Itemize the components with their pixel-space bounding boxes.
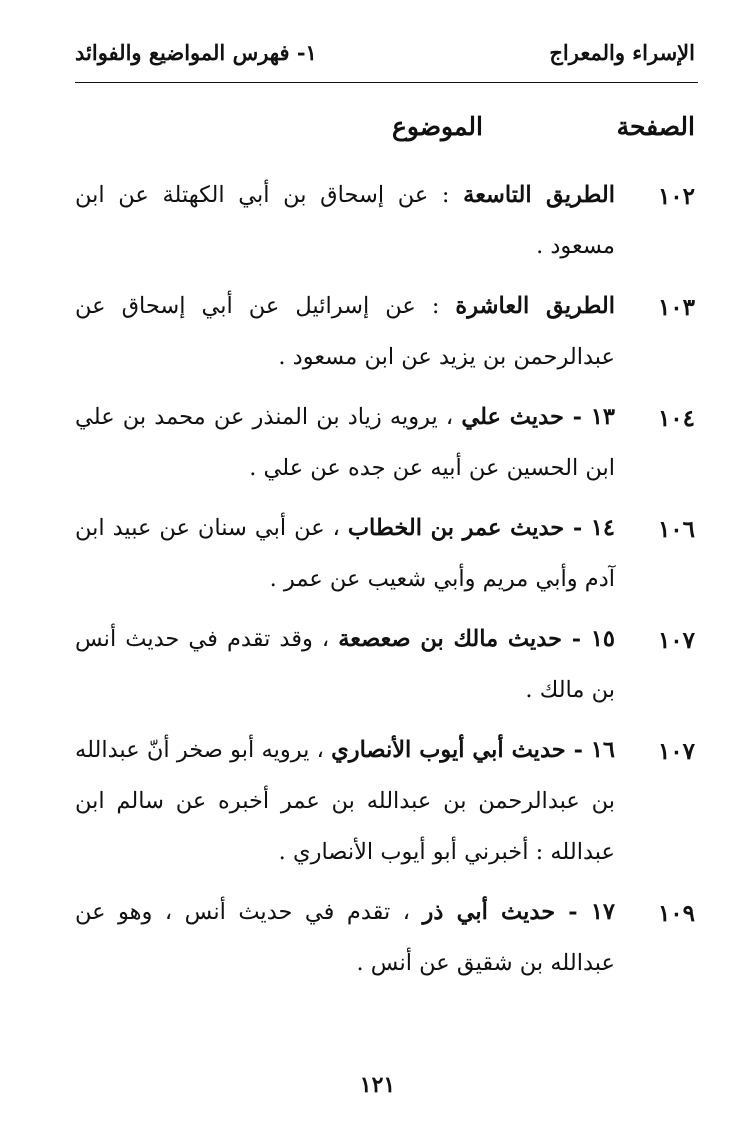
index-entry: [75, 614, 695, 716]
entry-page-number: ١٠٤: [657, 405, 695, 432]
entry-description: ، وقد تقدم في حديث أنس بن مالك .: [75, 626, 615, 703]
entry-lead: ١٦ - حديث أبي أيوب الأنصاري: [331, 737, 615, 763]
entry-text: [75, 503, 615, 605]
entry-lead: ١٤ - حديث عمر بن الخطاب: [347, 515, 615, 541]
entry-description: ، عن أبي سنان عن عبيد ابن آدم وأبي مريم وأبي شعيب عن عمر .: [75, 515, 615, 592]
index-entry: [75, 887, 695, 989]
book-title: الإسراء والمعراج: [549, 40, 695, 65]
entry-description: ، يرويه أبو صخر أنّ عبدالله بن عبدالرحمن بن عبدالله بن عمر أخبره عن سالم ابن عبدالله : أخبرني أبو أيوب الأنصاري .: [75, 737, 615, 865]
entry-page-number: ١٠٧: [657, 738, 695, 765]
index-entry: [75, 281, 695, 383]
entry-lead: الطريق العاشرة: [455, 293, 615, 319]
entry-description: ، تقدم في حديث أنس ، وهو عن عبدالله بن شقيق عن أنس .: [75, 899, 615, 976]
column-headers: [75, 112, 695, 156]
header-rule: [75, 82, 698, 83]
entry-description: : عن إسحاق بن أبي الكهتلة عن ابن مسعود .: [75, 182, 615, 259]
entry-text: [75, 170, 615, 272]
entry-lead: ١٣ - حديث علي: [461, 404, 616, 430]
entry-lead: الطريق التاسعة: [463, 182, 615, 208]
entry-text: [75, 887, 615, 989]
topic-column-header: الموضوع: [392, 112, 483, 141]
section-title: ١- فهرس المواضيع والفوائد: [75, 40, 317, 65]
entry-text: [75, 725, 615, 878]
entry-lead: ١٥ - حديث مالك بن صعصعة: [338, 626, 615, 652]
entry-description: : عن إسرائيل عن أبي إسحاق عن عبدالرحمن بن يزيد عن ابن مسعود .: [75, 293, 615, 370]
entry-page-number: ١٠٧: [657, 627, 695, 654]
entry-page-number: ١٠٦: [657, 516, 695, 543]
entry-text: [75, 392, 615, 494]
index-entry: [75, 725, 695, 878]
index-entry: [75, 503, 695, 605]
entry-page-number: ١٠٩: [657, 900, 695, 927]
index-entries: [75, 170, 695, 998]
running-head: [75, 40, 695, 80]
entry-page-number: ١٠٣: [657, 294, 695, 321]
entry-description: ، يرويه زياد بن المنذر عن محمد بن علي ابن الحسين عن أبيه عن جده عن علي .: [75, 404, 615, 481]
page-column-header: الصفحة: [616, 112, 695, 141]
entry-page-number: ١٠٢: [657, 183, 695, 210]
index-entry: [75, 170, 695, 272]
entry-lead: ١٧ - حديث أبي ذر: [422, 899, 615, 925]
page-number: ١٢١: [359, 1072, 396, 1098]
entry-text: [75, 614, 615, 716]
index-entry: [75, 392, 695, 494]
entry-text: [75, 281, 615, 383]
